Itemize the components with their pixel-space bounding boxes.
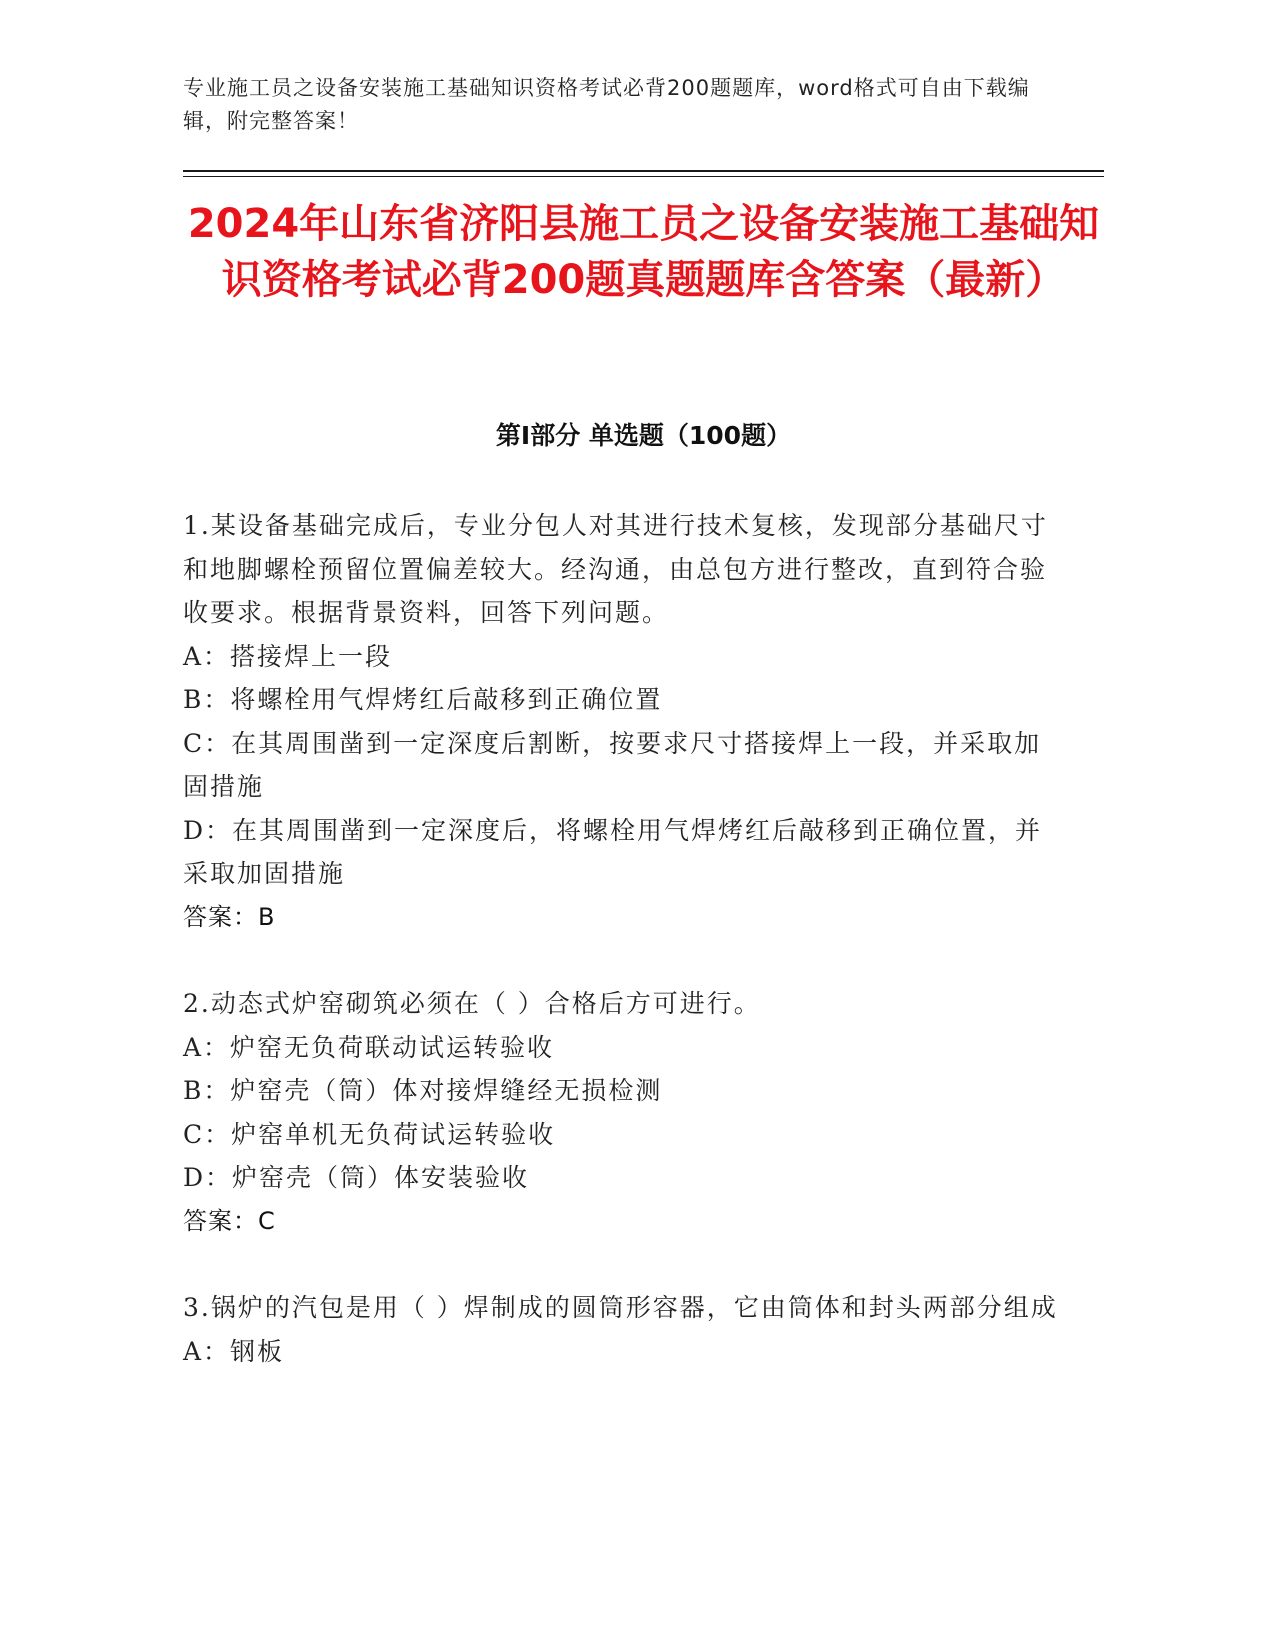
question-stem: 1.某设备基础完成后，专业分包人对其进行技术复核，发现部分基础尺寸和地脚螺栓预留位置偏差较大。经沟通，由总包方进行整改，直到符合验收要求。根据背景资料，回答下列问题。	[183, 511, 1048, 627]
option-d: D：炉窑壳（筒）体安装验收	[183, 1163, 530, 1192]
question-list	[183, 504, 1063, 1416]
question-stem: 2.动态式炉窑砌筑必须在（ ）合格后方可进行。	[183, 989, 761, 1018]
question-stem: 3.锅炉的汽包是用（ ）焊制成的圆筒形容器，它由筒体和封头两部分组成	[183, 1293, 1058, 1322]
document-title: 2024年山东省济阳县施工员之设备安装施工基础知识资格考试必背200题真题题库含答案（最新）	[187, 201, 1100, 303]
option-c: C：炉窑单机无负荷试运转验收	[183, 1119, 556, 1149]
answer-line: 答案：B	[183, 902, 276, 931]
question-1	[183, 504, 1063, 939]
answer-line: 答案：C	[183, 1206, 276, 1235]
option-a: A：搭接焊上一段	[183, 641, 393, 671]
header-note: 专业施工员之设备安装施工基础知识资格考试必背200题题库，word格式可自由下载编辑，附完整答案！	[183, 76, 1030, 133]
option-a: A：钢板	[183, 1336, 285, 1366]
option-c: C：在其周围凿到一定深度后割断，按要求尺寸搭接焊上一段，并采取加固措施	[183, 728, 1042, 801]
section-title: 第Ⅰ部分 单选题（100题）	[495, 421, 792, 450]
option-b: B：炉窑壳（筒）体对接焊缝经无损检测	[183, 1076, 663, 1105]
option-b: B：将螺栓用气焊烤红后敲移到正确位置	[183, 685, 663, 714]
header-divider-thin	[183, 176, 1104, 177]
question-3	[183, 1286, 1063, 1373]
option-a: A：炉窑无负荷联动试运转验收	[183, 1032, 555, 1062]
question-2	[183, 982, 1063, 1243]
header-divider-thick	[183, 170, 1104, 172]
option-d: D：在其周围凿到一定深度后，将螺栓用气焊烤红后敲移到正确位置，并采取加固措施	[183, 815, 1043, 888]
